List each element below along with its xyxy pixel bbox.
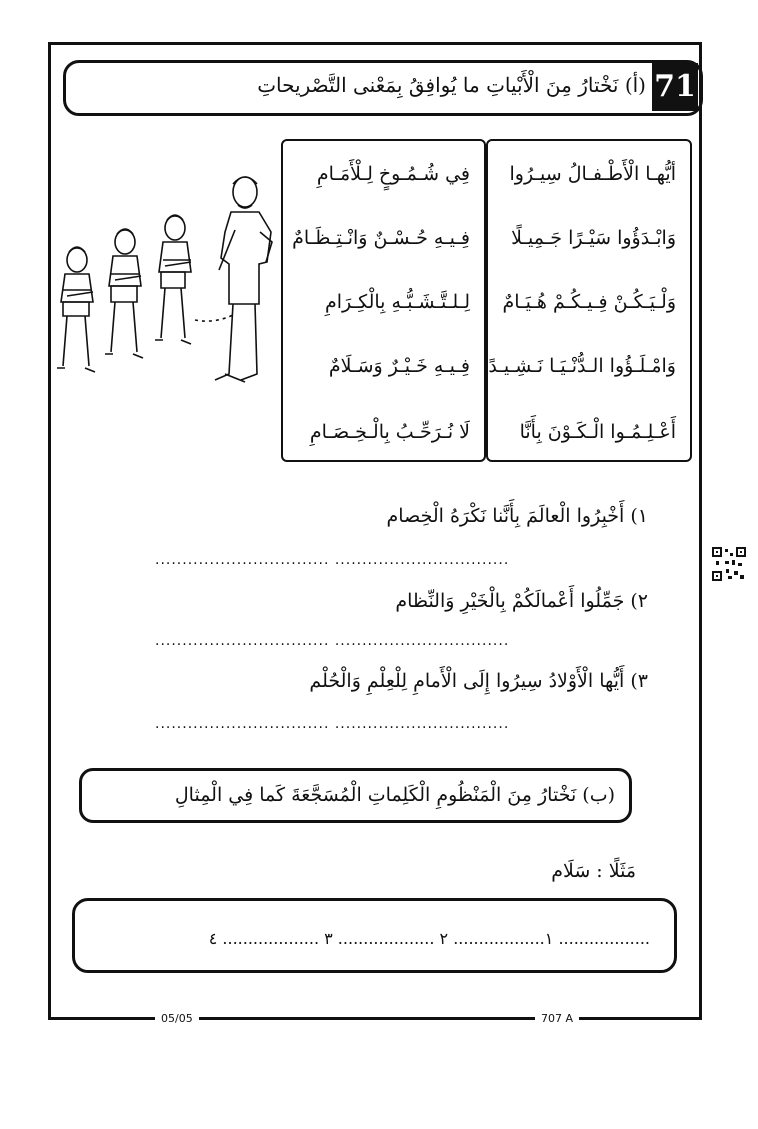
answer-line-2[interactable]: ................................ ................................: [155, 633, 510, 649]
question-2: ٢) جَمِّلُوا أَعْمالَكُمْ بِالْخَيْرِ وَالنِّظام: [395, 590, 648, 612]
qr-code: [712, 547, 746, 581]
section-a-header: [63, 60, 703, 116]
exam-code: 707 A: [535, 1012, 579, 1025]
verse-line: فِـيـهِ خَـيْـرٌ وَسَـلَامٌ: [328, 355, 470, 377]
rhyme-answer-lines[interactable]: ١.................. ٢ ................... ٣ ................... ٤ ..................: [208, 929, 650, 948]
verse-line: فِي شُـمُـوخٍ لِـلْأَمَـامِ: [316, 163, 470, 185]
verse-line: أَعْـلِـمُـوا الْـكَـوْنَ بِأَنَّا: [519, 421, 676, 443]
answer-line-1[interactable]: ................................ ................................: [155, 552, 510, 568]
verse-line: وَامْـلَـؤُوا الـدُّنْـيَـا نَـشِـيـدًا: [483, 355, 676, 377]
question-3: ٣) أَيُّها الْأَوْلادُ سِيرُوا إِلَى الْأَمامِ لِلْعِلْمِ وَالْحُلْم: [309, 670, 648, 692]
section-a-instruction: (أ) نَخْتارُ مِنَ الْأَبْياتِ ما يُوافِقُ بِمَعْنى التَّصْريحاتِ: [257, 73, 646, 97]
poem-right-column: [483, 139, 692, 462]
example-word: مَثَلًا : سَلَام: [551, 860, 636, 882]
verse-line: وَابْـدَؤُوا سَيْـرًا جَـمِيـلًا: [511, 227, 676, 249]
footer-line: [140, 1012, 600, 1026]
answer-line-3[interactable]: ................................ ................................: [155, 716, 510, 732]
verse-line: وَلْـيَـكُـنْ فِـيـكُـمْ هُـيَـامٌ: [502, 291, 676, 313]
poem-left-column: [281, 139, 486, 462]
verse-line: لِـلـتَّـشَـبُّـهِ بِالْكِـرَامِ: [324, 291, 470, 313]
section-b-instruction: (ب) نَخْتارُ مِنَ الْمَنْظُومِ الْكَلِماتِ الْمُسَجَّعَةَ كَما فِي الْمِثالِ: [174, 784, 615, 806]
verse-line: فِـيـهِ حُـسْـنٌ وَانْـتِـظَـامٌ: [292, 227, 470, 249]
verse-line: لَا نُـرَحِّـبُ بِالْـخِـصَـامِ: [309, 421, 470, 443]
verse-line: أيُّهـا الْأَطْـفـالُ سِيـرُوا: [509, 163, 676, 185]
rhyme-answers-box: [72, 898, 677, 973]
teacher-children-illustration: [55, 170, 285, 390]
page-number: 05/05: [155, 1012, 199, 1025]
section-b-header: [79, 768, 632, 823]
question-1: ١) أَخْبِرُوا الْعالَمَ بِأَنَّنا نَكْرَهُ الْخِصام: [386, 505, 648, 527]
exercise-number-badge: 71: [652, 63, 698, 111]
